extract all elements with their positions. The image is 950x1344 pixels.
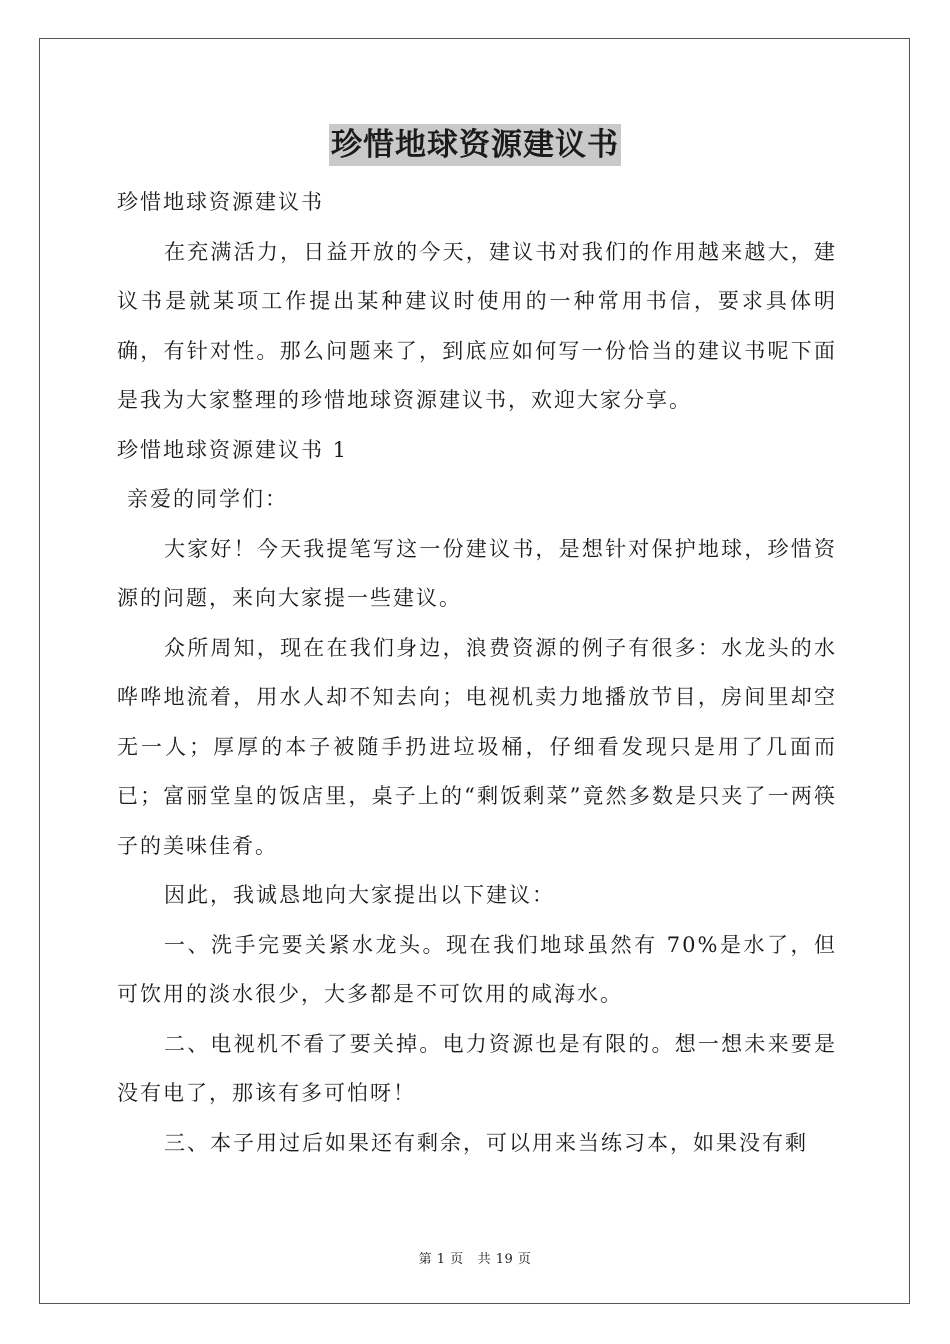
document-title-text: 珍惜地球资源建议书 bbox=[329, 124, 621, 166]
suggestion-paragraph: 三、本子用过后如果还有剩余，可以用来当练习本，如果没有剩 bbox=[164, 1130, 808, 1155]
body-paragraph: 因此，我诚恳地向大家提出以下建议： bbox=[164, 883, 555, 907]
document-body bbox=[117, 178, 837, 1168]
intro-paragraph: 在充满活力，日益开放的今天，建议书对我们的作用越来越大，建议书是就某项工作提出某种建议时使用的一种常用书信，要求具体明确，有针对性。那么问题来了，到底应如何写一份恰当的建议书呢下面是我为大家整理的珍惜地球资源建议书，欢迎大家分享。 bbox=[117, 239, 837, 412]
page-total: 共 19 页 bbox=[477, 1252, 532, 1267]
page-footer bbox=[0, 1248, 950, 1267]
suggestion-paragraph: 二、电视机不看了要关掉。电力资源也是有限的。想一想未来要是没有电了，那该有多可怕呀！ bbox=[117, 1031, 837, 1105]
greeting-paragraph: 大家好！今天我提笔写这一份建议书，是想针对保护地球，珍惜资源的问题，来向大家提一些建议。 bbox=[117, 536, 837, 610]
salutation-paragraph: 亲爱的同学们： bbox=[127, 487, 288, 511]
document-title bbox=[0, 124, 950, 166]
subtitle-paragraph: 珍惜地球资源建议书 bbox=[117, 190, 324, 214]
page-number: 第 1 页 bbox=[418, 1252, 464, 1267]
body-paragraph: 众所周知，现在在我们身边，浪费资源的例子有很多：水龙头的水哗哗地流着，用水人却不知去向；电视机卖力地播放节目，房间里却空无一人；厚厚的本子被随手扔进垃圾桶，仔细看发现只是用了几面而已；富丽堂皇的饭店里，桌子上的“剩饭剩菜”竟然多数是只夹了一两筷子的美味佳肴。 bbox=[117, 635, 837, 858]
section-heading: 珍惜地球资源建议书 1 bbox=[117, 437, 349, 462]
suggestion-paragraph: 一、洗手完要关紧水龙头。现在我们地球虽然有 70%是水了，但可饮用的淡水很少，大多都是不可饮用的咸海水。 bbox=[117, 932, 837, 1006]
